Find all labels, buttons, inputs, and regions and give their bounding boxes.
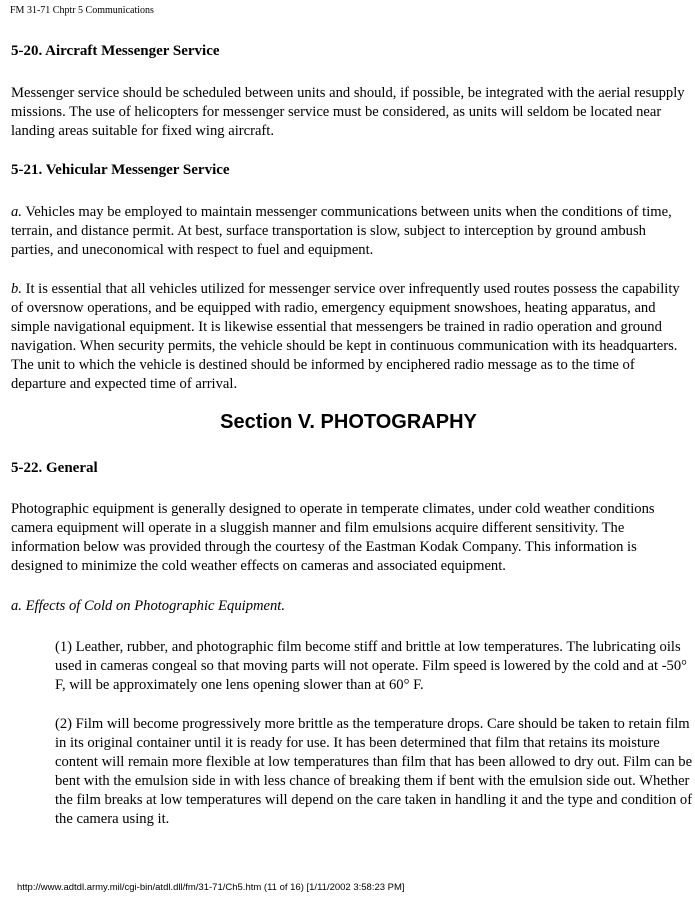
paragraph-5-22: Photographic equipment is generally designed to operate in temperate climates, under cold weather conditions camera equipment will operate in a sluggish manner and film emulsions acquire different sensitivity. The information below was provided through the courtesy of the Eastman Kodak Company. This information is designed to minimize the cold weather effects on cameras and associated equipment. <box>11 501 655 574</box>
label-b: b. <box>11 281 22 297</box>
heading-5-22: 5-22. General <box>11 460 98 476</box>
paragraph-5-20: Messenger service should be scheduled between units and should, if possible, be integrated with the aerial resupply missions. The use of helicopters for messenger service must be considered, as units will seldom be located near landing areas suitable for fixed wing aircraft. <box>11 85 685 139</box>
label-a: a. <box>11 204 22 220</box>
item-1: (1) Leather, rubber, and photographic film become stiff and brittle at low temperatures. The lubricating oils used in cameras congeal so that moving parts will not operate. Film speed is lowered by the cold and at -50° F, will be approximately one lens opening slower than at 60° F. <box>55 639 687 693</box>
heading-5-20: 5-20. Aircraft Messenger Service <box>11 43 220 59</box>
paragraph-5-21-b <box>11 280 686 394</box>
page-footer: http://www.adtdl.army.mil/cgi-bin/atdl.dll/fm/31-71/Ch5.htm (11 of 16) [1/11/2002 3:58:23 PM] <box>17 882 405 893</box>
heading-5-21: 5-21. Vehicular Messenger Service <box>11 162 230 178</box>
text-a: Vehicles may be employed to maintain messenger communications between units when the conditions of time, terrain, and distance permit. At best, surface transportation is slow, subject to interception by ground ambush parties, and uneconomical with respect to fuel and equipment. <box>11 204 672 258</box>
item-2: (2) Film will become progressively more brittle as the temperature drops. Care should be taken to retain film in its original container until it is ready for use. It has been determined that film that retains its moisture content will remain more flexible at low temperatures than film that has been allowed to dry out. Film can be bent with the emulsion side in with less chance of breaking them if bent with the emulsion side out. Whether the film breaks at low temperatures will depend on the care taken in handling it and the type and condition of the camera using it. <box>55 716 693 827</box>
text-b: It is essential that all vehicles utilized for messenger service over infrequently used routes possess the capability of oversnow operations, and be equipped with radio, emergency equipment snowshoes, heating apparatus, and simple navigational equipment. It is likewise essential that messengers be trained in radio operation and ground navigation. When security permits, the vehicle should be kept in continuous communication with its headquarters. The unit to which the vehicle is destined should be informed by enciphered radio message as to the time of departure and expected time of arrival. <box>11 281 680 392</box>
section-title: Section V. PHOTOGRAPHY <box>220 411 477 433</box>
subheading-a: a. Effects of Cold on Photographic Equipment. <box>11 598 286 614</box>
paragraph-5-21-a <box>11 203 686 260</box>
page-header: FM 31-71 Chptr 5 Communications <box>10 5 154 16</box>
